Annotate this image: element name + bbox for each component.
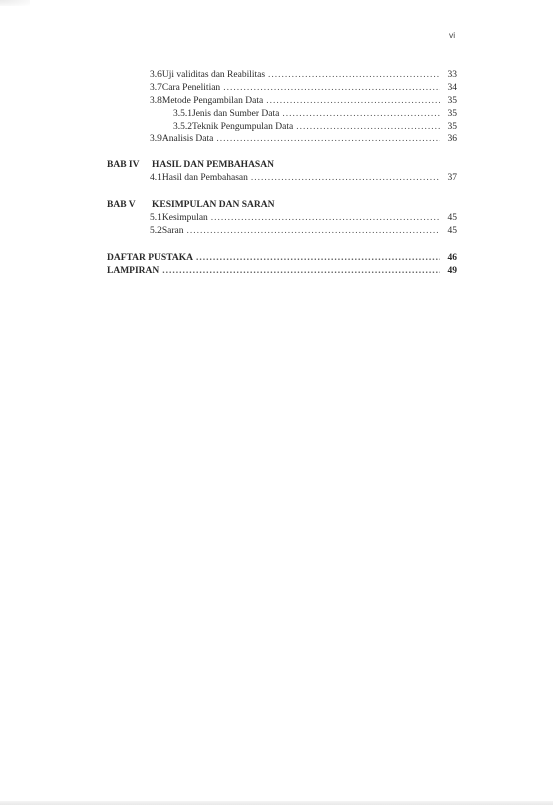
chapter-label: BAB V — [107, 200, 136, 210]
toc-entry-number: 3.7 — [150, 83, 162, 93]
toc-entry-5-2 — [150, 225, 457, 237]
toc-entry-text: Hasil dan Pembahasan — [161, 173, 248, 183]
toc-entry-page: 45 — [447, 226, 457, 236]
toc-entry-number: 3.9 — [150, 134, 162, 144]
toc-entry-3-7 — [150, 82, 457, 94]
toc-entry-page: 35 — [447, 96, 457, 106]
toc-entry-number: 4.1 — [150, 173, 162, 183]
toc-entry-4-1 — [150, 172, 457, 184]
toc-entry-number: 3.8 — [150, 96, 162, 106]
toc-leader-dots — [196, 252, 440, 264]
toc-leader-dots — [268, 69, 440, 81]
toc-entry-number: 3.5.2 — [173, 122, 192, 132]
toc-entry-page: 37 — [447, 173, 457, 183]
chapter-title: KESIMPULAN DAN SARAN — [152, 200, 275, 210]
toc-leader-dots — [266, 95, 440, 107]
toc-entry-lampiran — [107, 265, 457, 277]
chapter-label: BAB IV — [107, 160, 140, 170]
toc-entry-page: 34 — [447, 83, 457, 93]
toc-entry-text: Cara Penelitian — [161, 83, 221, 93]
toc-entry-page: 45 — [447, 213, 457, 223]
toc-leader-dots — [162, 265, 440, 277]
toc-entry-page: 46 — [447, 253, 457, 263]
toc-entry-number: 3.6 — [150, 70, 162, 80]
page-bottom-edge — [0, 801, 553, 805]
chapter-title: HASIL DAN PEMBAHASAN — [152, 160, 274, 170]
toc-entry-text: Metode Pengambilan Data — [161, 96, 264, 106]
scan-shadow — [0, 0, 30, 6]
toc-entry-page: 33 — [447, 70, 457, 80]
chapter-heading-bab-iv — [107, 159, 457, 171]
toc-entry-3-5-2 — [173, 121, 457, 133]
toc-entry-page: 35 — [447, 109, 457, 119]
toc-entry-5-1 — [150, 212, 457, 224]
toc-leader-dots — [211, 212, 440, 224]
chapter-heading-bab-v — [107, 199, 457, 211]
toc-entry-3-9 — [150, 133, 457, 145]
toc-entry-text: Jenis dan Sumber Data — [192, 109, 280, 119]
toc-entry-3-5-1 — [173, 108, 457, 120]
toc-leader-dots — [251, 172, 440, 184]
toc-entry-text: DAFTAR PUSTAKA — [107, 253, 193, 263]
toc-leader-dots — [216, 133, 440, 145]
toc-entry-daftar-pustaka — [107, 252, 457, 264]
toc-entry-page: 35 — [447, 122, 457, 132]
toc-leader-dots — [296, 121, 440, 133]
toc-entry-text: Analisis Data — [161, 134, 214, 144]
toc-entry-text: Kesimpulan — [161, 213, 208, 223]
toc-leader-dots — [223, 82, 440, 94]
toc-entry-text: Uji validitas dan Reabilitas — [161, 70, 266, 80]
toc-entry-text: LAMPIRAN — [107, 266, 160, 276]
page-number: vi — [449, 30, 456, 40]
toc-entry-3-8 — [150, 95, 457, 107]
toc-entry-number: 3.5.1 — [173, 109, 192, 119]
toc-entry-page: 36 — [447, 134, 457, 144]
toc-entry-3-6 — [150, 69, 457, 81]
toc-leader-dots — [282, 108, 440, 120]
toc-entry-text: Teknik Pengumpulan Data — [192, 122, 294, 132]
toc-entry-text: Saran — [161, 226, 184, 236]
toc-entry-page: 49 — [447, 266, 457, 276]
toc-entry-number: 5.2 — [150, 226, 162, 236]
toc-entry-number: 5.1 — [150, 213, 162, 223]
toc-leader-dots — [187, 225, 440, 237]
